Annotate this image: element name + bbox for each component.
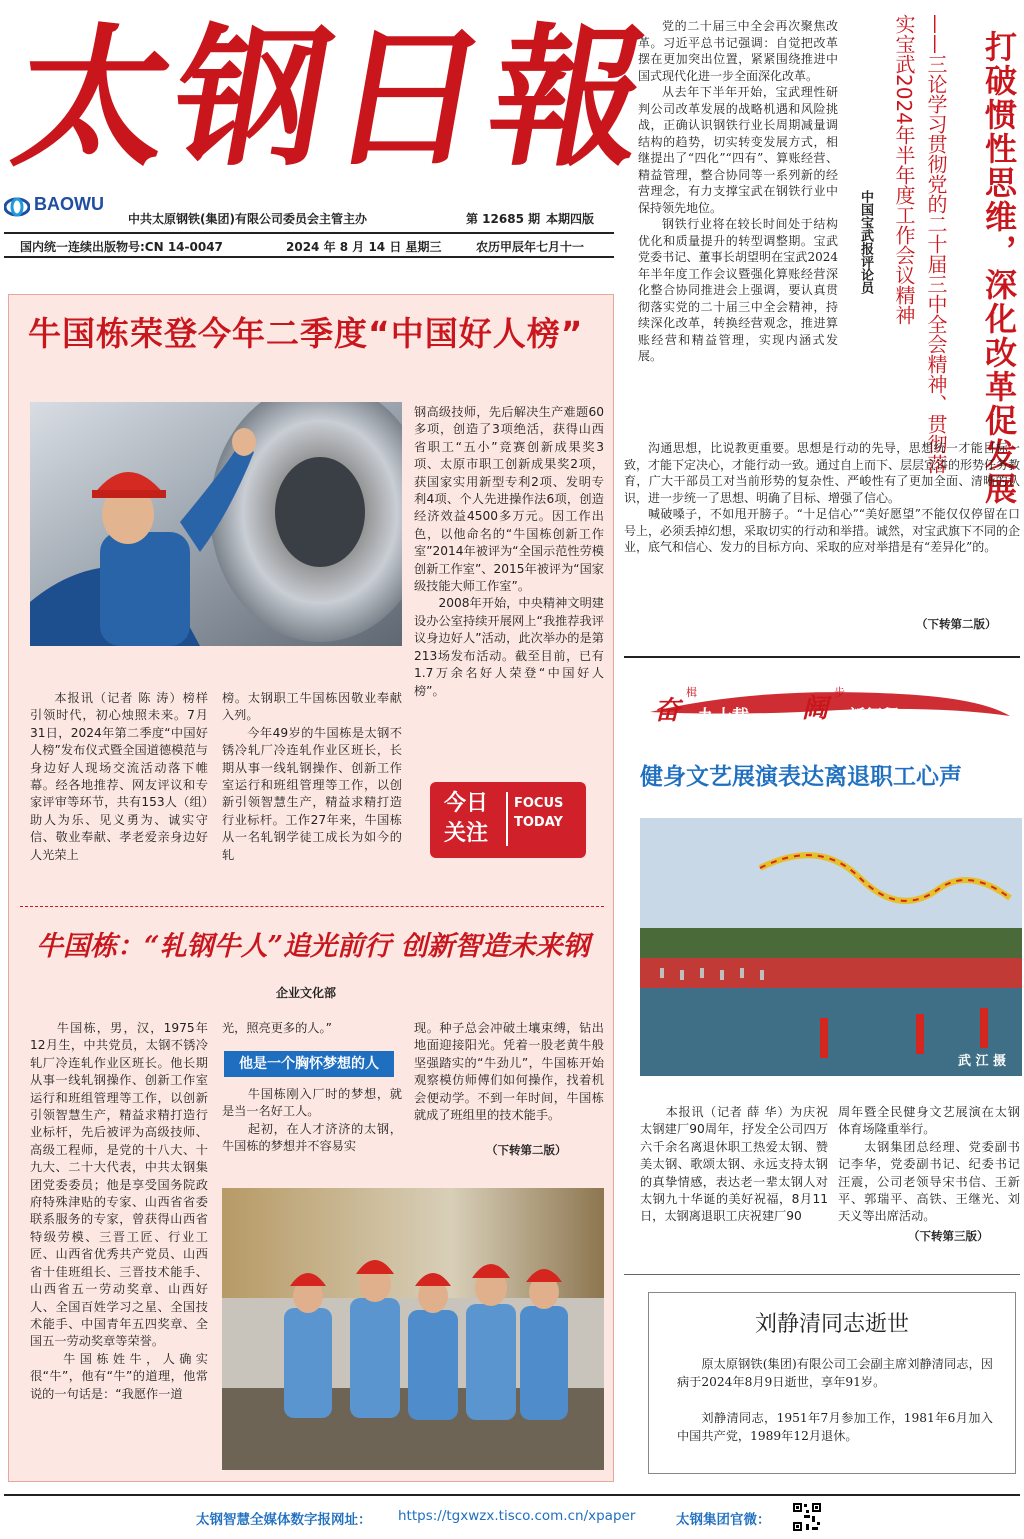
banner-char-1-small: 楫 bbox=[686, 686, 697, 699]
banner-char-3: 阔 bbox=[802, 694, 829, 724]
commentary-body-upper bbox=[638, 18, 838, 365]
publisher-info bbox=[0, 194, 615, 234]
obituary-p1: 原太原钢铁(集团)有限公司工会副主席刘静清同志，因病于2024年8月9日逝世，享年91岁。 bbox=[677, 1357, 993, 1389]
feature1-col3: 钢高级技师，先后解决生产难题60多项，创造了3项绝活，获得山西省职工“五小”竞赛创新成果奖3项、太原市职工创新成果奖2项，获国家实用新型专利2项、发明专利4项、个人先进操作法6项，创造经济效益4500多万元。因工作出色，以他命名的“牛国栋创新工作室”2014年被评为“全国示范性劳模创新工作室”、2015年被评为“国家级技能大师工作室”。 2008年开始，中央精神文明建设办公室持续开展网上“我推荐我评议身边好人”活动，此次举办的是第213场发布活动。截至目前，已有1.7万余名好人荣登“中国好人榜”。 bbox=[414, 405, 604, 698]
anniversary-col2: 周年暨全民健身文艺展演在太钢体育场隆重举行。 太钢集团总经理、党委副书记李华，党委副书记、纪委书记汪震，公司老领导宋书信、王新平、郭瑞平、高铁、王继光、刘天义等出席活动。 bbox=[838, 1105, 1020, 1224]
obituary-box bbox=[648, 1292, 1016, 1474]
focus-cn-1: 今日 bbox=[444, 791, 489, 816]
sponsor-text: 中共太原钢铁(集团)有限公司委员会主管主办 bbox=[128, 212, 367, 226]
page-count: 本期四版 bbox=[546, 212, 595, 226]
divider bbox=[506, 792, 508, 846]
anniversary-col1: 本报讯（记者 薛 华）为庆祝太钢建厂90周年，抒发全公司四万六千余名离退休职工热爱太钢、赞美太钢、歌颂太钢、永远支持太钢的真挚情感，表达老一辈太钢人对太钢九十华诞的美好祝福，8月11日，太钢离退职工庆祝建厂90 bbox=[640, 1105, 828, 1224]
baowu-logo-icon bbox=[4, 194, 30, 220]
feature1-col1: 本报讯（记者 陈 涛）榜样引领时代，初心烛照未来。7月31日，2024年第二季度“中国好人榜”发布仪式暨全国道德模范与身边好人现场交流活动落下帷幕。经各地推荐、网友评议和专家评审等环节，共有153人（组）助人为乐、见义勇为、诚实守信、敬业奉献、孝老爱亲身边好人光荣上 bbox=[30, 691, 208, 862]
commentary-paragraph: 钢铁行业将在较长时间处于结构优化和质量提升的转型调整期。宝武党委书记、董事长胡望明在宝武2024年半年度工作会议暨强化算账经营深化整合协同推进会上强调，要认真贯彻落实党的二十届三中全会精神，持续深化改革，转换经营观念，推进算账经营和精益管理，实现内涵式发展。 bbox=[638, 217, 838, 363]
commentary-paragraph: 从去年下半年开始，宝武理性研判公司改革发展的战略机遇和风险挑战，正确认识钢铁行业长周期减量调结构的趋势，切实转变发展方式，相继提出了“四化”“四有”、算账经营、精益管理，整合协同等一系列新的经营理念，有力支撑宝武在钢铁行业中保持领先地位。 bbox=[638, 85, 838, 215]
qr-code-icon[interactable] bbox=[792, 1502, 822, 1532]
divider bbox=[624, 1274, 1020, 1275]
commentary-paragraph: 沟通思想，比说教更重要。思想是行动的先导，思想统一才能目标一致，才能下定决心，才能行动一致。通过自上而下、层层宣讲的形势任务教育，广大干部员工对当前形势的复杂性、严峻性有了更加全面、清晰的认识，进一步统一了思想、明确了目标、增强了信心。 bbox=[624, 441, 1021, 505]
feature2-col2a: 光，照亮更多的人。” bbox=[222, 1021, 332, 1035]
cn-number: 国内统一连续出版物号:CN 14-0047 bbox=[20, 240, 223, 254]
feature1-col2: 榜。太钢职工牛国栋因敬业奉献入列。 今年49岁的牛国栋是太钢不锈冷轧厂冷连轧作业区班长，长期从事一线轧钢操作、创新工作室运行和班组管理等工作，以创新引领智慧生产，精益求精打造行业标杆。工作27年来，牛国栋从一名轧钢学徒工成长为如今的轧 bbox=[222, 691, 402, 862]
anniversary-headline: 健身文艺展演表达离退职工心声 bbox=[640, 764, 962, 790]
feature2-col3: 现。种子总会冲破土壤束缚，钻出地面迎接阳光。凭着一股老黄牛般坚强踏实的“牛劲儿”，牛国栋开始观察模仿师傅们如何操作，找着机会便动学。不到一年时间，牛国栋就成了班组里的技术能手。 bbox=[414, 1021, 604, 1123]
anniversary-banner bbox=[640, 676, 1020, 734]
focus-cn-2: 关注 bbox=[444, 821, 489, 846]
team-photo bbox=[222, 1188, 604, 1470]
banner-char-1: 奋 bbox=[654, 696, 681, 726]
site-label: 太钢智慧全媒体数字报网址： bbox=[196, 1512, 372, 1528]
banner-char-3-small: 步 bbox=[834, 686, 845, 699]
feature2-col2b: 牛国栋刚入厂时的梦想，就是当一名好工人。 起初，在人才济济的太钢，牛国栋的梦想并不容易实 bbox=[222, 1087, 402, 1154]
divider bbox=[4, 1494, 1020, 1496]
continued-note: （下转第二版） bbox=[916, 617, 997, 631]
continued-note: （下转第二版） bbox=[486, 1143, 567, 1157]
footer bbox=[0, 1500, 1024, 1539]
commentary-paragraph: 党的二十届三中全会再次聚焦改革。习近平总书记强调：自觉把改革摆在更加突出位置，紧紧围绕推进中国式现代化进一步全面深化改革。 bbox=[638, 19, 838, 83]
divider bbox=[4, 232, 614, 234]
lunar-date: 农历甲辰年七月十一 bbox=[476, 240, 585, 254]
commentary-subtitle: ——三论学习贯彻党的二十届三中全会精神、贯彻落实宝武2024年半年度工作会议精神 bbox=[892, 14, 948, 474]
wechat-label: 太钢集团官微： bbox=[676, 1512, 771, 1528]
commentary-headline: 打破惯性思维，深化改革促发展 bbox=[980, 30, 1018, 506]
feature2-byline: 企业文化部 bbox=[276, 986, 337, 1000]
newspaper-title: 太钢日報 bbox=[2, 8, 666, 187]
divider bbox=[20, 906, 604, 908]
worker-photo bbox=[30, 402, 402, 646]
baowu-logo-text: BAOWU bbox=[34, 194, 104, 214]
commentary-body-lower bbox=[624, 440, 1020, 556]
issue-number: 第 12685 期 bbox=[466, 212, 541, 226]
feature2-subhead: 他是一个胸怀梦想的人 bbox=[224, 1051, 394, 1077]
commentary-paragraph: 喊破嗓子，不如甩开膀子。“十足信心”“美好愿望”不能仅仅停留在口号上，必须丢掉幻想，采取切实的行动和举措。诚然，对宝武旗下不同的企业，底气和信心、发力的目标方向、采取的应对举措是有“差异化”的。 bbox=[624, 507, 1021, 554]
banner-text-2: 九十载 bbox=[698, 707, 749, 727]
obituary-p2: 刘静清同志，1951年7月参加工作，1981年6月加入中国共产党，1989年12月退休。 bbox=[677, 1411, 993, 1443]
feature2-col1: 牛国栋，男，汉，1975年12月生，中共党员，太钢不锈冷轧厂冷连轧作业区班长。他长期从事一线轧钢操作、创新工作室运行和班组管理等工作，以创新引领智慧生产，精益求精打造行业标杆，先后被评为高级技师、高级工程师，是党的十八大、十九大、二十大代表，中共太钢集团党委委员；他是享受国务院政府特殊津贴的专家、山西省省委联系服务的专家，曾获得山西省特级劳模、三晋工匠、行业工匠、山西省优秀共产党员、山西省十佳班组长、三晋技术能手、山西省五一劳动奖章、山西好人、全国百姓学习之星、全国技术能手、中国青年五四奖章、全国五一劳动奖章等荣誉。 牛国栋姓牛，人确实很“牛”，他有“牛”的道理，他常说的一句话是：“我愿作一道 bbox=[30, 1021, 208, 1401]
continued-note: （下转第三版） bbox=[908, 1229, 989, 1243]
obituary-title: 刘静清同志逝世 bbox=[754, 1312, 909, 1337]
divider bbox=[4, 256, 614, 258]
site-url-link[interactable]: https://tgxwzx.tisco.com.cn/xpaper bbox=[398, 1508, 636, 1524]
feature1-headline: 牛国栋荣登今年二季度“中国好人榜” bbox=[28, 314, 584, 353]
focus-en: FOCUS TODAY bbox=[514, 796, 564, 830]
photo-credit: 武 江 摄 bbox=[958, 1054, 1007, 1069]
feature2-headline: 牛国栋：“轧钢牛人”追光前行 创新智造未来钢 bbox=[36, 931, 590, 962]
banner-text-4: 新征程 bbox=[848, 707, 899, 727]
divider bbox=[624, 656, 1020, 658]
focus-today-badge bbox=[430, 782, 586, 858]
publish-date: 2024 年 8 月 14 日 星期三 bbox=[286, 240, 442, 254]
masthead bbox=[2, 8, 666, 188]
brush-stroke-decoration bbox=[640, 676, 1020, 734]
commentary-byline: 中国宝武报评论员 bbox=[858, 190, 873, 294]
performance-photo bbox=[640, 818, 1022, 1076]
